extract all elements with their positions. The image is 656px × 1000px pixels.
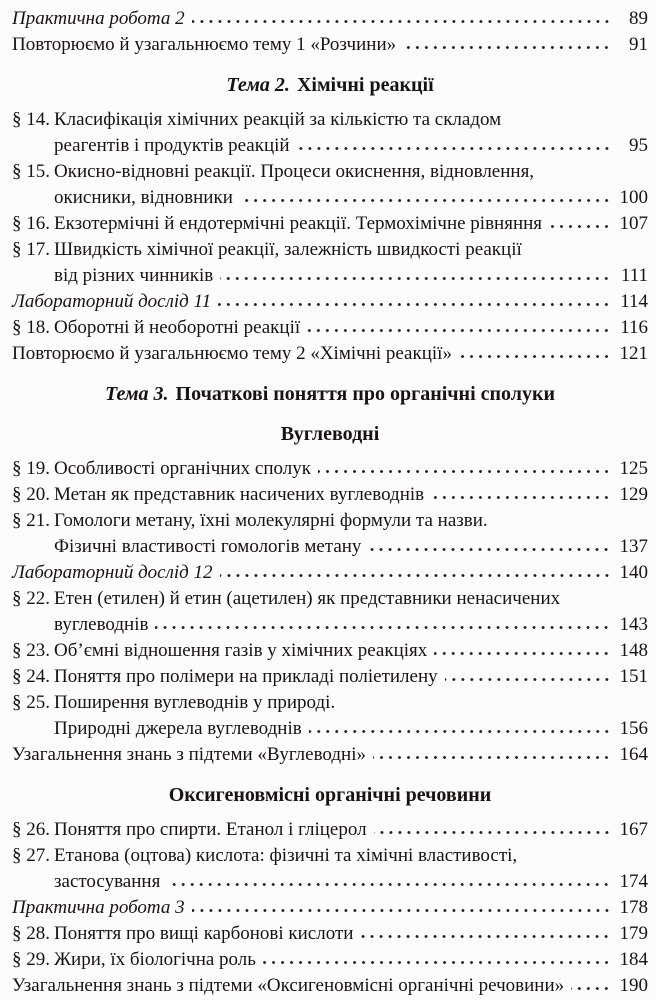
entry-line-continuation [12,133,648,159]
dot-leader [403,45,611,50]
entry-title: Узагальнення знань з підтеми «Оксигеновмісні органічні речовини» [12,975,565,996]
entry-title: Лабораторний дослід 12 [12,562,213,583]
page-number: 184 [619,949,648,970]
entry-title: Повторюємо й узагальнюємо тему 2 «Хімічні реакції» [12,343,452,364]
toc-entry [12,817,648,843]
entry-number: § 19. [12,458,50,479]
toc-entry [12,159,648,211]
entry-number: § 16. [12,213,50,234]
section-heading [12,421,648,447]
page-number: 137 [619,536,648,557]
entry-line [12,237,648,263]
entry-title: Поняття про полімери на прикладі поліетилену [54,666,438,687]
page-number: 148 [619,640,648,661]
entry-line [12,895,648,921]
page-number: 107 [619,213,648,234]
dot-leader [318,469,611,474]
entry-title: Гомологи метану, їхні молекулярні формули та назви. [54,510,488,531]
dot-leader [167,882,611,887]
toc-entry [12,6,648,32]
dot-leader [373,755,611,760]
dot-leader [220,573,611,578]
toc-entry [12,947,648,973]
section-heading [12,72,648,98]
entry-number: § 24. [12,666,50,687]
toc-entry [12,482,648,508]
page-number: 95 [629,135,648,156]
dot-leader [297,146,611,151]
entry-line [12,289,648,315]
entry-line [12,315,648,341]
page-number: 116 [620,317,648,338]
section-heading-title: Хімічні реакції [296,74,434,96]
entry-line [12,664,648,690]
entry-title: Метан як представник насичених вуглеводнів [54,484,425,505]
dot-leader [445,677,611,682]
page-number: 179 [619,923,648,944]
entry-title: Екзотермічні й ендотермічні реакції. Термохімічне рівняння [54,213,543,234]
dot-leader [220,276,611,281]
toc-entry [12,315,648,341]
entry-title: Оборотні й необоротні реакції [54,317,301,338]
entry-line [12,482,648,508]
toc-entry [12,211,648,237]
entry-line [12,211,648,237]
dot-leader [192,19,611,24]
entry-number: § 14. [12,109,50,130]
toc-entry [12,456,648,482]
entry-line [12,560,648,586]
page-number: 190 [619,975,648,996]
page-number: 129 [619,484,648,505]
entry-title: Поширення вуглеводнів у природі. [54,692,336,713]
entry-title: від різних чинників [54,265,214,286]
entry-line [12,159,648,185]
dot-leader [549,224,611,229]
entry-line [12,817,648,843]
section-heading-number: Тема 2. [226,74,290,96]
entry-title: Класифікація хімічних реакцій за кількістю та складом [54,109,502,130]
entry-title: реагентів і продуктів реакцій [54,135,290,156]
entry-number: § 27. [12,845,50,866]
entry-line [12,921,648,947]
entry-number: § 26. [12,819,50,840]
toc-entry [12,690,648,742]
entry-number: § 22. [12,588,50,609]
entry-title: Етен (етилен) й етин (ацетилен) як представники ненасичених [54,588,561,609]
entry-number: § 20. [12,484,50,505]
dot-leader [240,198,611,203]
entry-line [12,638,648,664]
toc-entry [12,664,648,690]
dot-leader [263,960,611,965]
entry-number: § 23. [12,640,50,661]
entry-line-continuation [12,263,648,289]
entry-line [12,6,648,32]
page-number: 114 [620,291,648,312]
section-heading-title: Вуглеводні [280,423,380,445]
toc-entry [12,560,648,586]
entry-number: § 29. [12,949,50,970]
dot-leader [431,495,611,500]
dot-leader [360,934,611,939]
entry-title: Практична робота 2 [12,8,185,29]
entry-title: Особливості органічних сполук [54,458,311,479]
toc-entry [12,638,648,664]
page-number: 140 [619,562,648,583]
section-heading-number: Тема 3. [104,383,169,405]
section-heading-title: Початкові поняття про органічні сполуки [175,383,556,405]
entry-title: Етанова (оцтова) кислота: фізичні та хімічні властивості, [54,845,518,866]
toc-entry [12,289,648,315]
entry-line [12,508,648,534]
entry-number: § 28. [12,923,50,944]
table-of-contents [12,6,648,999]
entry-line [12,690,648,716]
entry-number: § 21. [12,510,50,531]
entry-title: застосування [54,871,161,892]
entry-line [12,843,648,869]
page-number: 167 [619,819,648,840]
entry-line [12,947,648,973]
page-number: 100 [619,187,648,208]
page-number: 91 [629,34,648,55]
page-number: 111 [620,265,648,286]
entry-line [12,341,648,367]
entry-line-continuation [12,869,648,895]
dot-leader [155,625,611,630]
entry-title: Фізичні властивості гомологів метану [54,536,362,557]
entry-number: § 15. [12,161,50,182]
page-number: 156 [619,718,648,739]
entry-title: Поняття про вищі карбонові кислоти [54,923,354,944]
dot-leader [309,729,611,734]
entry-title: Поняття про спирти. Етанол і гліцерол [54,819,367,840]
dot-leader [434,651,611,656]
toc-entry [12,973,648,999]
entry-number: § 25. [12,692,50,713]
page-number: 121 [619,343,648,364]
page-number: 143 [619,614,648,635]
toc-entry [12,895,648,921]
entry-line-continuation [12,534,648,560]
entry-line-continuation [12,185,648,211]
entry-title: Об’ємні відношення газів у хімічних реакціях [54,640,428,661]
entry-title: Жири, їх біологічна роль [54,949,256,970]
dot-leader [374,830,611,835]
entry-title: Практична робота 3 [12,897,185,918]
dot-leader [368,547,611,552]
section-heading-title: Оксигеновмісні органічні речовини [168,784,492,806]
entry-line-continuation [12,716,648,742]
entry-line [12,586,648,612]
entry-number: § 17. [12,239,50,260]
dot-leader [307,328,611,333]
section-heading [12,381,648,407]
toc-entry [12,341,648,367]
entry-line [12,742,648,768]
dot-leader [218,302,611,307]
entry-title: Повторюємо й узагальнюємо тему 1 «Розчини» [12,34,397,55]
entry-title: Узагальнення знань з підтеми «Вуглеводні» [12,744,366,765]
entry-line [12,456,648,482]
toc-entry [12,237,648,289]
entry-line-continuation [12,612,648,638]
page-number: 178 [619,897,648,918]
entry-number: § 18. [12,317,50,338]
toc-entry [12,508,648,560]
toc-entry [12,32,648,58]
entry-title: Окисно-відновні реакції. Процеси окиснення, відновлення, [54,161,535,182]
page-number: 151 [619,666,648,687]
entry-title: Швидкість хімічної реакції, залежність швидкості реакції [54,239,522,260]
toc-entry [12,843,648,895]
entry-line [12,32,648,58]
toc-entry [12,742,648,768]
page-number: 89 [629,8,648,29]
dot-leader [459,354,611,359]
entry-title: Лабораторний дослід 11 [12,291,212,312]
toc-entry [12,921,648,947]
entry-title: окисники, відновники [54,187,233,208]
entry-title: вуглеводнів [54,614,149,635]
toc-entry [12,107,648,159]
entry-line [12,973,648,999]
toc-entry [12,586,648,638]
dot-leader [192,908,611,913]
page-number: 164 [619,744,648,765]
entry-line [12,107,648,133]
page-number: 174 [619,871,648,892]
dot-leader [571,986,611,991]
section-heading [12,782,648,808]
entry-title: Природні джерела вуглеводнів [54,718,302,739]
page-number: 125 [619,458,648,479]
